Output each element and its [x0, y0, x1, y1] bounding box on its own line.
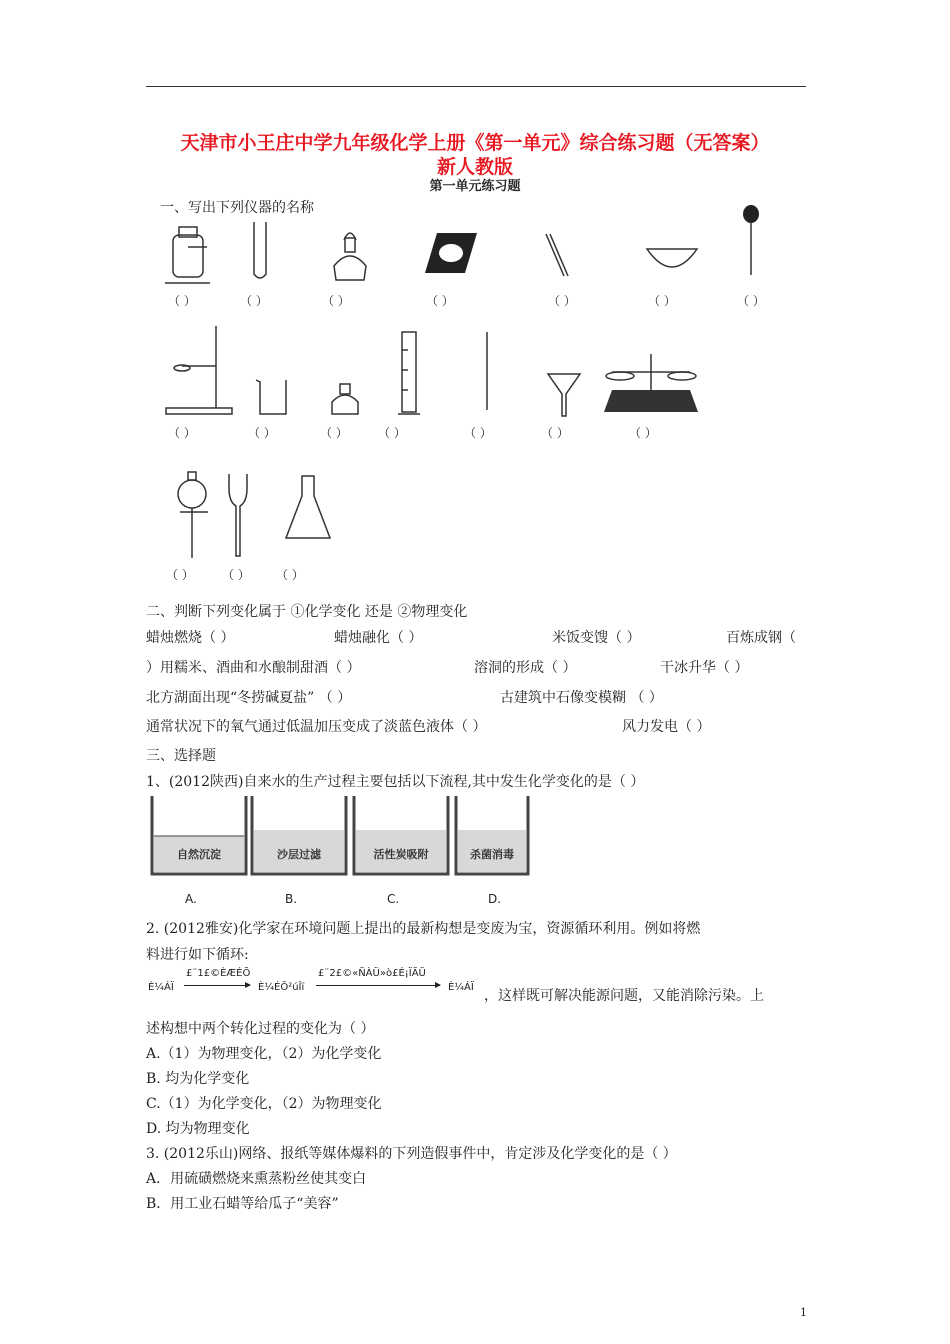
- change-item-4: 百炼成钢（: [726, 630, 796, 646]
- glass-rod-illustration: [482, 330, 492, 412]
- change-item-8: 北方湖面出现“冬捞碱夏盐” （ ）: [146, 690, 352, 706]
- paren-row2-1: （ ）: [168, 426, 196, 440]
- paren-row2-4: （ ）: [378, 426, 406, 440]
- formula-arrow-2: [316, 985, 440, 986]
- tank-label-d: 杀菌消毒: [470, 848, 514, 861]
- iron-stand-illustration: [164, 324, 236, 416]
- doc-title-line1: 天津市小王庄中学九年级化学上册《第一单元》综合练习题（无答案）: [180, 132, 770, 154]
- question-2-tail: ，这样既可解决能源问题，又能消除污染。上: [484, 988, 764, 1004]
- evaporating-dish-illustration: [645, 245, 699, 275]
- change-item-9: 古建筑中石像变模糊 （ ）: [500, 690, 663, 706]
- change-item-6: 溶洞的形成（ ）: [474, 660, 577, 676]
- option-label-b: B.: [285, 892, 298, 906]
- tank-label-c: 活性炭吸附: [373, 848, 429, 861]
- paren-row3-1: （ ）: [166, 568, 194, 582]
- option-label-a: A.: [185, 892, 197, 906]
- beaker-illustration: [254, 378, 290, 416]
- formula-step1: £¨1£©ÈÆÉÕ: [186, 968, 251, 979]
- change-item-11: 风力发电（ ）: [622, 719, 711, 735]
- paren-row1-4: （ ）: [426, 294, 454, 308]
- doc-subtitle: 第一单元练习题: [429, 179, 521, 194]
- paren-row1-1: （ ）: [168, 294, 196, 308]
- tank-c: [354, 796, 448, 874]
- question-2-line3: 述构想中两个转化过程的变化为（ ）: [146, 1021, 375, 1037]
- paren-row1-7: （ ）: [737, 294, 765, 308]
- dropper-illustration: [740, 205, 762, 277]
- balance-illustration: [602, 350, 700, 414]
- question-2-line1: 2. (2012雅安)化学家在环境问题上提出的最新构想是变废为宝，资源循环利用。例如将燃: [146, 921, 701, 937]
- change-item-7: 干冰升华（ ）: [660, 660, 749, 676]
- paren-row1-2: （ ）: [240, 294, 268, 308]
- wide-mouth-bottle-illustration: [328, 382, 362, 416]
- question-2-option-c: C.（1）为化学变化，（2）为物理变化: [146, 1096, 382, 1112]
- formula-step2: £¨2£©«ÑÀÜ»ò£É¡ÏÃÜ: [318, 968, 426, 979]
- formula-product: È¼ÉÕ²úÎï: [258, 982, 305, 993]
- funnel-illustration: [546, 372, 582, 418]
- paren-row2-6: （ ）: [541, 426, 569, 440]
- change-item-10: 通常状况下的氧气通过低温加压变成了淡蓝色液体（ ）: [146, 719, 487, 735]
- section3-heading: 三、选择题: [146, 748, 216, 764]
- question-2-option-a: A.（1）为物理变化，（2）为化学变化: [146, 1046, 382, 1062]
- section1-heading: 一、写出下列仪器的名称: [160, 200, 314, 216]
- formula-fuel-end: È¼ÁÏ: [448, 982, 474, 993]
- tank-label-a: 自然沉淀: [177, 848, 221, 861]
- tank-a: [152, 796, 246, 874]
- formula-arrow-1: [184, 985, 250, 986]
- paren-row1-3: （ ）: [322, 294, 350, 308]
- option-label-c: C.: [387, 892, 400, 906]
- change-item-2: 蜡烛融化（ ）: [334, 630, 423, 646]
- question-3: 3. (2012乐山)网络、报纸等媒体爆料的下列造假事件中，肯定涉及化学变化的是（ ）: [146, 1146, 677, 1162]
- test-tube-illustration: [250, 220, 270, 282]
- paren-row2-3: （ ）: [320, 426, 348, 440]
- header-rule: [146, 86, 806, 87]
- paren-row2-2: （ ）: [248, 426, 276, 440]
- change-item-3: 米饭变馊（ ）: [552, 630, 641, 646]
- paren-row2-7: （ ）: [629, 426, 657, 440]
- question-2-line2: 料进行如下循环:: [146, 947, 249, 963]
- paren-row3-3: （ ）: [276, 568, 304, 582]
- wire-gauze-illustration: [425, 233, 477, 273]
- question-2-option-b: B. 均为化学变化: [146, 1071, 250, 1087]
- question-2-option-d: D. 均为物理变化: [146, 1121, 250, 1137]
- change-item-5: ）用糯米、酒曲和水酿制甜酒（ ）: [146, 660, 361, 676]
- paren-row2-5: （ ）: [464, 426, 492, 440]
- water-treatment-diagram: [148, 790, 532, 890]
- gas-bottle-illustration: [165, 225, 210, 287]
- erlenmeyer-flask-illustration: [284, 474, 332, 540]
- graduated-cylinder-illustration: [398, 330, 420, 416]
- thistle-funnel-illustration: [225, 472, 251, 558]
- tank-label-b: 沙层过滤: [277, 848, 321, 861]
- question-1: 1、(2012陕西)自来水的生产过程主要包括以下流程,其中发生化学变化的是（ ）: [146, 774, 645, 790]
- page-number: 1: [800, 1306, 807, 1319]
- change-item-1: 蜡烛燃烧（ ）: [146, 630, 235, 646]
- test-tube-holder-illustration: [540, 232, 570, 278]
- tank-d: [456, 796, 528, 874]
- question-3-option-b: B．用工业石蜡等给瓜子“美容”: [146, 1196, 339, 1212]
- question-3-option-a: A．用硫磺燃烧来熏蒸粉丝使其变白: [146, 1171, 367, 1187]
- tank-b: [252, 796, 346, 874]
- paren-row3-2: （ ）: [222, 568, 250, 582]
- section2-heading: 二、判断下列变化属于 ①化学变化 还是 ②物理变化: [146, 604, 468, 620]
- paren-row1-5: （ ）: [548, 294, 576, 308]
- paren-row1-6: （ ）: [648, 294, 676, 308]
- option-label-d: D.: [488, 892, 502, 906]
- formula-fuel: È¼ÁÏ: [148, 982, 174, 993]
- separatory-funnel-illustration: [174, 470, 210, 560]
- alcohol-lamp-illustration: [330, 226, 370, 284]
- doc-title-line2: 新人教版: [436, 156, 513, 178]
